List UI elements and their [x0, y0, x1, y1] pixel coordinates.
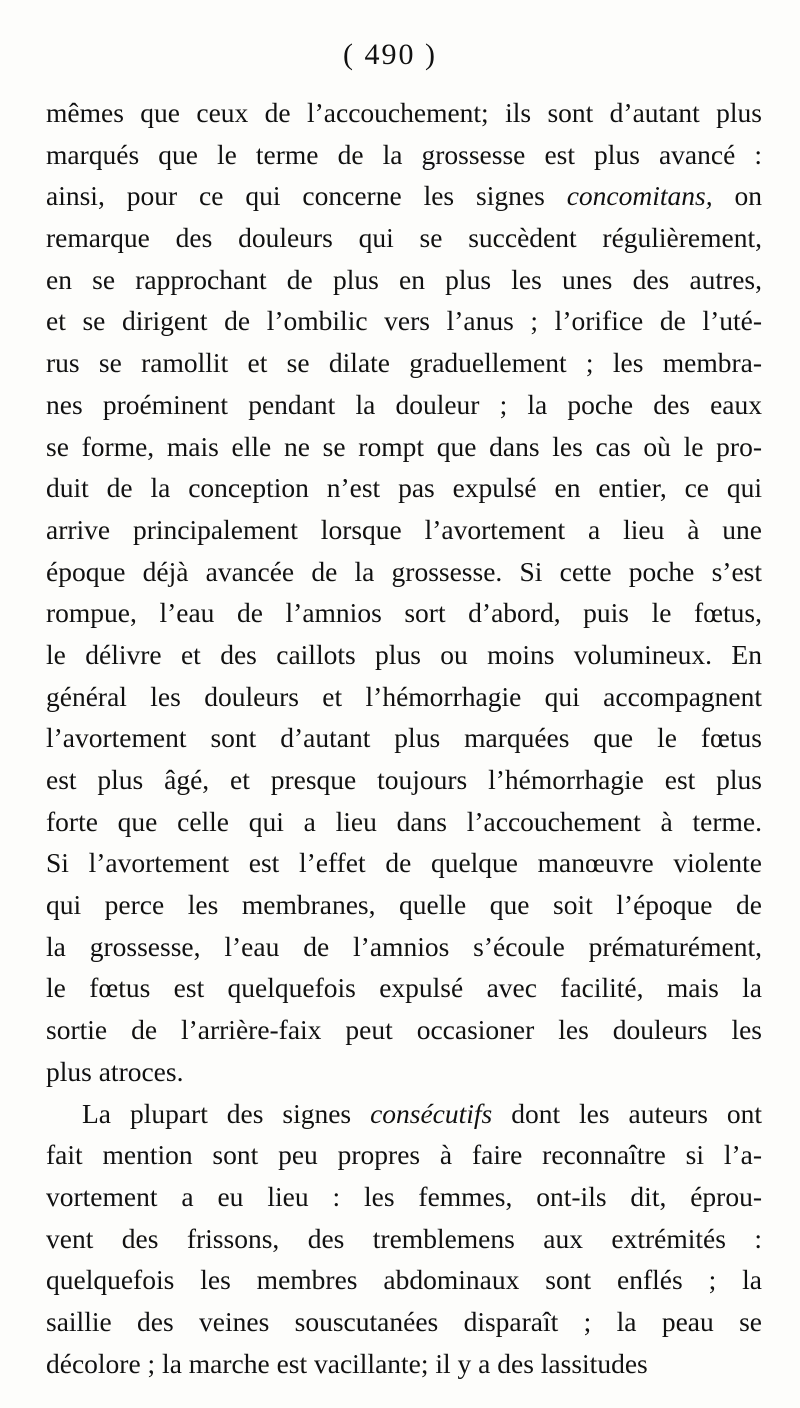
text-line: [46, 1051, 762, 1093]
text-line: [46, 92, 762, 134]
text-line: [46, 926, 762, 968]
text-segment: nes proéminent pendant la douleur ; la poche des eaux: [46, 388, 762, 420]
text-segment: vortement a eu lieu : les femmes, ont-ils dit, éprou-: [46, 1180, 762, 1212]
text-segment: qui perce les membranes, quelle que soit l’époque de: [46, 889, 762, 921]
text-line: [46, 676, 762, 718]
text-line: [46, 592, 762, 634]
text-line: [46, 509, 762, 551]
text-line: [46, 1301, 762, 1343]
text-line: [46, 1093, 762, 1135]
text-segment: rus se ramollit et se dilate graduellement ; les membra-: [46, 347, 762, 379]
text-line: [46, 134, 762, 176]
text-line: [46, 1343, 762, 1385]
text-segment: plus atroces.: [46, 1055, 184, 1087]
text-segment: arrive principalement lorsque l’avortement a lieu à une: [46, 513, 762, 545]
paragraph: [46, 1093, 762, 1385]
text-segment: en se rapprochant de plus en plus les unes des autres,: [46, 263, 762, 295]
text-line: [46, 259, 762, 301]
text-segment: est plus âgé, et presque toujours l’hémorrhagie est plus: [46, 764, 762, 795]
italic-term: concomitans,: [566, 180, 713, 212]
text-segment: duit de la conception n’est pas expulsé en entier, ce qui: [46, 472, 762, 504]
italic-term: consécutifs: [370, 1097, 493, 1129]
text-segment: saillie des veines souscutanées disparaît ; la peau se: [46, 1305, 762, 1337]
text-line: [46, 467, 762, 509]
text-segment: La plupart des signes: [82, 1097, 371, 1129]
text-segment: fait mention sont peu propres à faire reconnaître si l’a-: [46, 1139, 762, 1171]
text-line: [46, 426, 762, 468]
text-segment: et se dirigent de l’ombilic vers l’anus ; l’orifice de l’uté-: [46, 305, 762, 337]
text-line: [46, 1176, 762, 1218]
text-line: [46, 967, 762, 1009]
text-segment: on: [712, 180, 762, 212]
text-segment: sortie de l’arrière-faix peut occasioner les douleurs les: [46, 1014, 762, 1046]
text-segment: général les douleurs et l’hémorrhagie qui accompagnent: [46, 680, 762, 712]
text-segment: vent des frissons, des tremblemens aux extrémités :: [46, 1222, 762, 1254]
text-line: [46, 1009, 762, 1051]
text-line: [46, 1134, 762, 1176]
text-segment: Si l’avortement est l’effet de quelque manœuvre violente: [46, 847, 762, 879]
text-line: [46, 217, 762, 259]
text-segment: rompue, l’eau de l’amnios sort d’abord, puis le fœtus,: [46, 597, 762, 629]
text-segment: quelquefois les membres abdominaux sont enflés ; la: [46, 1264, 762, 1296]
text-line: [46, 759, 762, 801]
text-line: [46, 175, 762, 217]
text-segment: remarque des douleurs qui se succèdent régulièrement,: [46, 222, 762, 254]
text-segment: dont les auteurs ont: [492, 1097, 762, 1129]
text-segment: forte que celle qui a lieu dans l’accouchement à terme.: [46, 805, 762, 837]
text-segment: mêmes que ceux de l’accouchement; ils sont d’autant plus: [46, 97, 762, 128]
text-segment: la grossesse, l’eau de l’amnios s’écoule prématurément,: [46, 930, 762, 962]
text-line: [46, 342, 762, 384]
text-segment: se forme, mais elle ne se rompt que dans les cas où le pro-: [46, 430, 762, 462]
text-line: [46, 1259, 762, 1301]
text-segment: décolore ; la marche est vacillante; il y a des lassitudes: [46, 1347, 648, 1379]
page-number: ( 490 ): [343, 38, 437, 71]
text-line: [46, 842, 762, 884]
text-segment: le fœtus est quelquefois expulsé avec facilité, mais la: [46, 972, 762, 1004]
body-text: [46, 92, 762, 1384]
text-line: [46, 634, 762, 676]
text-line: [46, 1218, 762, 1260]
text-segment: le délivre et des caillots plus ou moins volumineux. En: [46, 638, 762, 670]
text-line: [46, 551, 762, 593]
text-segment: ainsi, pour ce qui concerne les signes: [46, 180, 567, 212]
text-line: [46, 801, 762, 843]
text-line: [46, 884, 762, 926]
text-line: [46, 717, 762, 759]
text-line: [46, 384, 762, 426]
text-line: [46, 300, 762, 342]
paragraph: [46, 92, 762, 1093]
text-segment: l’avortement sont d’autant plus marquées que le fœtus: [46, 722, 762, 754]
text-segment: époque déjà avancée de la grossesse. Si cette poche s’est: [46, 555, 762, 587]
text-segment: marqués que le terme de la grossesse est plus avancé :: [46, 138, 762, 170]
